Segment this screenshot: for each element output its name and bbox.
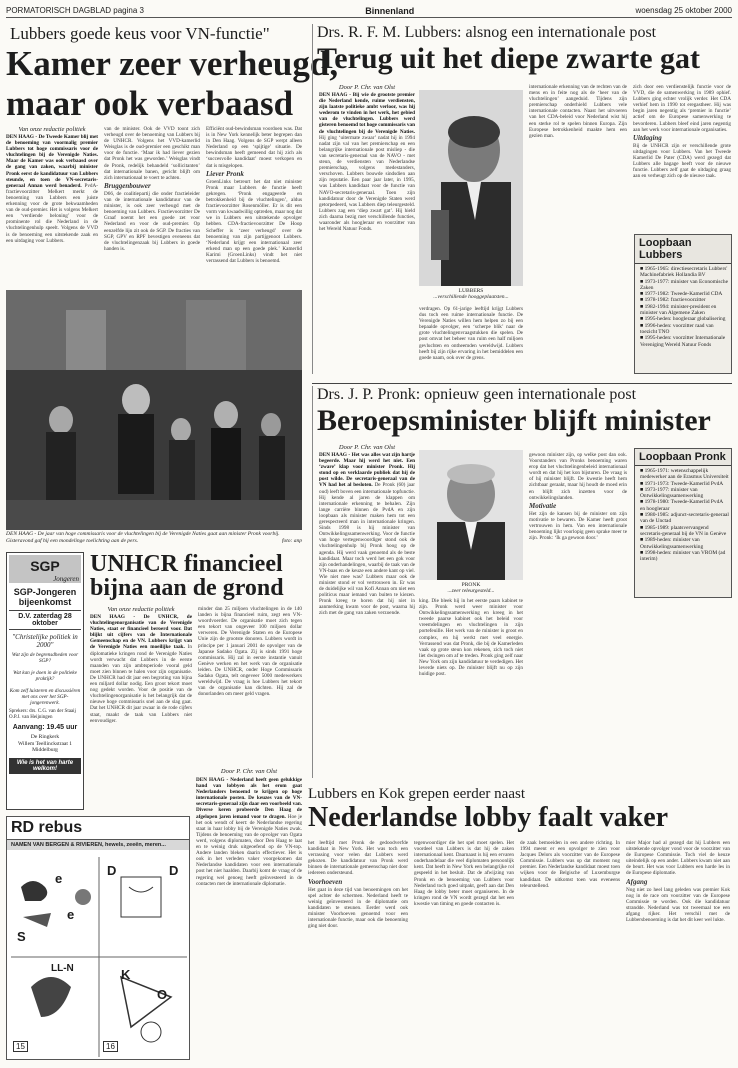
career-item-text: 1965-1971: wetenschappelijk medewerker aan de Erasmus Universiteit	[640, 468, 729, 481]
photo-credit: foto: anp	[281, 537, 302, 544]
career-box-lubbers	[634, 234, 732, 374]
rebus-letter: LL-N	[51, 963, 74, 974]
article-column	[6, 134, 98, 286]
bullet-icon: ■	[640, 335, 645, 342]
article-column	[520, 840, 620, 1062]
article-kicker: Drs. R. F. M. Lubbers: alsnog een internationale post	[317, 24, 657, 41]
article-body: internationale erkenning van de rechten van de mens en in feite nog als de ‘heer van de vluchtelingen’ aangeduid. Tijdens zijn premierschap onderhield Lubbers vele internationale contacten. Naast het uitvoeren van het CDA-beleid voor Nederland wist hij een sterke rol te spelen binnen Europa. Zijn Europese betrokkenheid maakte hem een gezien man.	[529, 84, 627, 139]
bullet-icon: ■	[640, 524, 645, 531]
bullet-icon: ■	[640, 316, 645, 323]
article-byline: Van onze redactie politiek	[18, 126, 86, 133]
career-item-text: 1996-heden: voorzitter raad van toezicht TNO	[640, 322, 714, 335]
career-item-text: 1985-1989: plaatsvervangend secretaris-generaal bij de VN in Genève	[640, 524, 727, 537]
photo-pronk-image	[419, 450, 523, 580]
article-body: Nog niet zo heel lang geleden was premier Kok nog in de race om voorzitter van de Europese Commissie te worden. Ook die kandidatuur strandde. Nederland was tot tweemaal toe een afgang rijker. Het verschil met de Lubbersbenoeming is dat het dit keer wel lukte.	[626, 886, 730, 924]
ad-slogan: Wie is het van harte welkom!	[9, 758, 81, 774]
article-lead: DEN HAAG - De Tweede Kamer blij met de benoeming van voormalig premier Lubbers tot hoge commissaris voor de vluchtelingen bij de Verenigde Naties. Maar de Kamer was ook verbaasd over de gang van zaken, waarbij minister Pronk eerst de kandidatuur van Lubbers steunde, en toen de VN-secretaris-generaal Annan werd benaderd.	[6, 134, 98, 189]
article-kicker: Lubbers en Kok grepen eerder naast	[308, 786, 525, 802]
article-body: minder dan 25 miljoen vluchtelingen in de 140 landen is bijna financieel ruim, zegt een VN-woordvoerder. De organisatie moet zich tegen een tekort van ongeveer 100 miljoen dollar verweren. De Verenigde Staten en de Europese Unie zijn de grootste donoren.	[198, 606, 302, 643]
article-body: tegenwoordiger die het spel moet spelen. Het voordeel van Lubbers is dat hij de zaken internationaal kent. Daarnaast is hij een ervaren onderhandelaar die veel diplomaten persoonlijk kent. Dat heeft in New York een belangrijke rol gespeeld in het besluit.	[414, 840, 514, 877]
ad-questions: Wat zijn de begrensdheden voor SGP? Wat kan je doen in de politieke praktijk? Kom zelf luisteren en discussiëren met ons over het SGP-jongerenwerk.	[9, 652, 81, 706]
photo-lubbers-image	[419, 90, 523, 286]
article-body: Voor de positie van de vluchtelingenorganisatie is het belangrijk dat de nieuwe hoge commissaris snel aan de slag gaat. Dat het UNHCR dit jaar zwaar in de rode cijfers staat, maakt de taak van Lubbers niet eenvoudiger.	[90, 687, 192, 724]
article-body: Een paar jaar later, in 1995, was Lubbers kandidaat voor de functie van NAVO-secretaris-generaal. Toen zijn kandidatuur door de Verenigde Staten werd getorpedeerd, was Lubbers diep teleurgesteld. Lubbers zag een ‘diep zwart gat’. Hij hield zich daarna bezig met verschillende functies, waaronder als hoogleraar en voorzitter van het Wereld Natuur Fonds.	[319, 177, 415, 233]
article-lead: DEN HAAG - Bij wie de grootste premier die Nederland kende, ruime verdiensten, zijn laatste politieke ambt verloor, was hij wederom te vinden in het werk, het gebied van de vluchtelingen. Lubbers werd gisteren benoemd tot hoge commissaris van de vluchtelingen bij de Verenigde Naties.	[319, 92, 415, 135]
article-body: Efficiënt oud-bewindsman voordoen was. Dat is in New York kennelijk beter begrepen dan in Den Haag. Volgens de SGP werpt alleen Nederland op een ‘spijtige’ situatie. De bewindsman heeft gemeend dat hij zich als ‘succesvolle kandidaat’ moest verkopen en dat is misgelopen.	[206, 126, 302, 169]
article-column	[206, 126, 302, 286]
career-item	[637, 335, 729, 348]
article-body: van de minister. Ook de VVD toont zich verheugd over de benoeming van Lubbers bij de UNHCR. Volgens het VVD-kamerlid Weisglas is de oud-premier een geschikt man voor de functie. ‘Maar ik had liever gezien dat Pronk het was geworden.’ Weisglas vindt de Pronk, redelijk behandeld ‘sollicitanten’ dat internationale banen, gericht blijft om zich internationaal te voert te achten.	[104, 126, 200, 181]
rebus-subtitle: NAMEN VAN BERGEN & RIVIEREN, hewels, zeeën, meren...	[7, 840, 189, 850]
article-column	[529, 84, 627, 364]
rebus-letter: D	[169, 863, 179, 878]
article-body: PvdA-fractievoorzitter Melkert merkt de benoeming van Lubbers een juiste erkenning voor de grote bekwaamheden van de oud-premier. Het is volgens Melkert een ‘verdiende beloning’ voor de prominente rol die Nederland in de vluchtelingenhulp speelt. Volgens de VVD is de benoeming een uitstekende zaak en een uitdaging voor Lubbers.	[6, 182, 98, 244]
article-subheading: Motivatie	[529, 501, 557, 510]
career-item-text: 1978-1982: fractievoorzitter	[644, 297, 706, 304]
rebus-drawing	[11, 857, 187, 1057]
rebus-letter: e	[67, 907, 75, 922]
article-byline: Van onze redactie politiek	[107, 606, 175, 613]
rebus-letter: D	[107, 863, 117, 878]
ad-date: D.V. zaterdag 28 oktober	[9, 610, 81, 630]
ad-logo-sub: Jongeren	[53, 575, 79, 583]
article-body: In diplomatieke kringen rond de Verenigde Naties wordt verwacht dat Lubbers in de eerste maanden van zijn ambtsperiode vooral geld moet zien binnen te halen voor zijn organisatie. De UNHCR had dit jaar een begroting van bijna een miljard dollar nodig. Een groot tekort moet nog gedekt worden.	[90, 644, 192, 694]
article-body: de zaak bemoeiden in een andere richting. In 1994 meent er een opvolger te zien voor Jacques Delors als voorzitter van de Europese Commissie. Lubbers was op dat moment nog premier. Een Nederlandse kandidaat moest toen wijken voor de Belgische of Luxemburgse kandidaat. De uitkomst toen was eveneens teleurstellend.	[520, 840, 620, 889]
career-item-text: 1995-heden: hoogleraar globalisering	[644, 316, 726, 323]
article-subheading: Uitdaging	[633, 133, 662, 142]
article-body: Dat de afwijzing van Pronk en de benoeming van Lubbers voor Nederland toch goed uitpakt, geeft aan dat Den Haag de lobby beter moet organiseren. In de kringen rond de VN wordt gezegd dat het een kwestie van timing en goede contacten is.	[414, 870, 514, 907]
career-item	[637, 304, 729, 317]
rebus-letter: S	[17, 929, 26, 944]
career-item	[637, 499, 729, 512]
career-item-text: 1977-1982: Tweede-Kamerlid CDA	[644, 291, 723, 298]
rebus-letter: O	[157, 987, 168, 1002]
article-body: Hij ging ‘uitermate zwaar’ nadat hij in 1994 nadat zijn val van het premierschap en een belangrijke internationale post misliep - die van secretaris-generaal van de NAVO - met steun, de verdiensten van Nederlandse premierschap, volgens medestanders, verschoven. Lubbers bouwde sindsdien aan zijn reputatie.	[319, 134, 415, 184]
bullet-icon: ■	[640, 549, 645, 556]
article-subheading: Afgang	[626, 877, 648, 886]
article-column	[319, 452, 415, 772]
photo-pronk-caption	[419, 582, 523, 594]
divider	[312, 383, 732, 384]
article-body: Het is ook in het verleden vaker voorgekomen dat Nederlandse kandidaten voor een internationale post het niet haalden. Daarbij komt de vraag of de regering wel genoeg heeft geïnvesteerd in de contacten met de internationale diplomatie.	[196, 850, 302, 887]
ad-title: SGP-Jongeren bijeenkomst	[13, 587, 77, 607]
article-column	[196, 777, 302, 1057]
career-box-list	[635, 466, 731, 562]
bullet-icon: ■	[640, 537, 645, 544]
rebus-letter: K	[121, 967, 131, 982]
article-column	[414, 840, 514, 1062]
career-item-text: 1965-1965: directiesecretaris Lubbers' Machinefabriek Hollandia BV	[640, 266, 728, 279]
photo-lubbers	[419, 90, 523, 286]
article-column	[626, 840, 730, 1062]
career-item-text: 1998-heden: minister van VROM (ad interim)	[640, 549, 726, 563]
rebus-tag: 16	[103, 1041, 118, 1052]
page-header	[6, 4, 732, 18]
article-body: Verrassend was dat Pronk, die bij de Kamerleden vaak op grote steun kon rekenen, zich toch niet liet dwingen om af te treden. Pronk ging zelf naar New York om zijn kandidatuur te verdedigen. Het leverde niets op. De minister blijft nu op zijn huidige post.	[419, 640, 523, 678]
caption-text: ...verschillende hooggeplaatsten...	[433, 294, 509, 300]
career-item	[637, 550, 729, 563]
article-body: Het zijn de kansen bij de minister om zijn motivatie te bewaren. De Kamer heeft groot vertrouwen in hem. Van een internationale benoeming lijkt voorlopig geen sprake meer te zijn. Pronk: ‘Ik ga gewoon door.’	[529, 510, 627, 542]
article-column	[308, 840, 408, 1062]
career-item-text: 1989-heden: minister van Ontwikkelingssamenwerking	[640, 537, 704, 550]
ad-logo	[9, 555, 81, 583]
article-column	[419, 306, 523, 366]
bullet-icon: ■	[640, 486, 645, 493]
career-box-list	[635, 264, 731, 348]
article-headline-2: maar ook verbaasd	[6, 84, 294, 123]
article-headline-2: bijna aan de grond	[90, 575, 284, 601]
article-kicker: Drs. J. P. Pronk: opnieuw geen internationale post	[317, 386, 637, 403]
career-box-pronk	[634, 448, 732, 598]
article-body: Voor de functie van hoge vertegenwoordiger stond ook de vluchtelingenhulp bij Pronk hoog op de agenda. Hij werd vaak genoemd als de beste kandidaat. Maar toch werd het een gok voor zijn onderhandelingen, waarbij de taak van de VN-baas en de keuze een andere kant op viel.	[319, 531, 415, 574]
career-item	[637, 266, 729, 279]
rebus-grid	[11, 857, 187, 1057]
photo-pronk	[419, 450, 523, 580]
article-headline-1: UNHCR financieel	[90, 551, 283, 577]
career-item-text: 1980-1985: adjunct-secretaris-generaal van de Unctad	[640, 512, 729, 525]
article-body: GroenLinks betreurt het dat niet minister Pronk maar Lubbers de functie heeft gekregen. ‘Pronk engageerde en betrokkenheid bij de vluchtelingen’, aldus fractievoorzitter Rosenmöller. Er is dit een vorm van kwaadwillig optreden, maar nog dat we in Lubbers een uitstekende opvolger hebben.	[206, 178, 302, 228]
career-item-text: 1982-1994: minister-president en minister van Algemene Zaken	[640, 303, 717, 317]
article-subheading: Voorhoeven	[308, 877, 343, 886]
article-column	[104, 126, 200, 286]
article-body: Het gaat in deze tijd van benoemingen om het spel achter de schermen. Nederland heeft te weinig geïnvesteerd in de diplomatie om kandidaten te steunen. Eerder werd ook minister Voorhoeven genoemd voor een internationale functie, maar ook die benoeming ging niet door.	[308, 886, 408, 930]
header-date: woensdag 25 oktober 2000	[635, 6, 732, 15]
header-left: PORMATORISCH DAGBLAD pagina 3	[6, 6, 144, 15]
ad-time: Aanvang: 19.45 uur	[12, 724, 78, 731]
article-subheading: Bruggenbouwer	[104, 181, 151, 190]
career-item	[637, 279, 729, 292]
career-item	[637, 525, 729, 538]
article-byline: Door P. Chr. van Olst	[338, 84, 396, 91]
career-item-text: 1978-1980: Tweede-Kamerlid PvdA en hoogleraar	[640, 499, 723, 512]
photo-lubbers-caption	[419, 288, 523, 300]
ad-location: De Ringkerk Willem Teellinckstraat 1 Middelburg	[18, 734, 72, 753]
article-body: verdragen. Op 61-jarige leeftijd krijgt Lubbers dus toch een ruime internationale functie. De Verenigde Naties willen hem helpen zo bij een bepaalde opvolger, een ‘scherpe blik’ naar de grote vluchtelingenvraagstukken die spelen. De post omvat het beheer van ruim een half miljoen gevluchten en ontheemden wereldwijd. Lubbers heeft bij zijn rijke ervaring in het bemiddelen een goede naam, ook over de grens.	[419, 306, 523, 361]
career-item	[637, 512, 729, 525]
article-body: D66, de coalitiepartij die onder fractieleider van de internationale kandidatuur van de minister, is ook zeer verheugd met de benoeming van Lubbers. Fractievoorzitter De Graaf noemt het een goede zet voor Nederland en voor de oud-premier. Op eenzelfde lijn zit ook de SGP. De fracties van SGP, GPV en RPF bevestigen eveneens dat de vluchtelingenzaak bij Lubbers in goede handen is.	[104, 190, 200, 252]
photo-ministers-caption	[6, 531, 302, 544]
article-headline: Beroepsminister blijft minister	[317, 404, 711, 437]
caption-text: DEN HAAG - De jaar van hoge commissaris voor de vluchtelingen bij de Verenigde Naties gaat aan minister Pronk voorbij. Gisteravond gaf hij een mondelinge toelichting aan de pers.	[6, 531, 280, 544]
article-body: Lubbers wordt in principe per 1 januari 2001 de opvolger van de Japanse Sadako Ogata. Zij is sinds 1991 hoge commissaris. Hij zal in eerste instantie vanuit Genève werken en het werk van de organisatie leiden.	[198, 636, 302, 673]
rebus-letter: e	[55, 871, 63, 886]
bullet-icon: ■	[640, 278, 645, 285]
ad-logo-text: SGP	[30, 558, 60, 574]
article-lead: DEN HAAG - Het was alles wat zijn hartje begeerde. Maar hij werd het niet. Een ‘zware’ klap voor minister Pronk. Hij stond op en verklaarde publiek dat hij de post wilde. De secretaris-generaal van de VN had het al besloten.	[319, 452, 415, 489]
article-body: het leeftijd met Pronk de gedoodverfde kandidaat in New York. Het was toch een verrassing voor velen dat Lubbers werd gekozen. De kandidatuur van Pronk werd binnen de internationale gemeenschap niet door iedereen ondersteund.	[308, 840, 408, 877]
article-byline: Door P. Chr. van Olst	[220, 768, 278, 775]
career-item-text: 1971-1973: Tweede-Kamerlid PvdA	[644, 480, 724, 487]
article-body: Wie niet mee was? Lubbers maar ook de minister stond er vol vertrouwen in. Er was de duidelijke wil van Kofi Annan om niet een politicus maar iemand van buiten te kiezen. Pronk kreeg te horen dat hij niet in aanmerking kwam voor de post, waarna hij zich met de gang van zaken verzoende.	[319, 573, 415, 617]
photo-ministers	[6, 290, 302, 530]
career-box-title: Loopbaan Pronk	[635, 449, 731, 466]
article-column	[419, 598, 523, 772]
article-body: gewoon minister zijn, op welke post dan ook. Voorstanders van Pronks benoeming waren erop dat het vluchtelingenbeleid internationaal wordt en dat hij het kon bijsturen. De vraag is of hij minister blijft. De kwestie heeft hem zichtbaar geraakt, maar hij houdt de moed erin en blijft zich inzetten voor de ontwikkelingslanden.	[529, 452, 627, 501]
article-headline-1: Kamer zeer verheugd,	[6, 44, 339, 83]
rebus-puzzle	[6, 816, 190, 1060]
career-item	[637, 468, 729, 481]
bullet-icon: ■	[640, 468, 645, 474]
bullet-icon: ■	[640, 303, 645, 310]
article-column	[319, 92, 415, 362]
article-body: zich door een verdienstelijk functie voor de VVD, die de samenwerking in 1989 ophief. Lubbers ging echter vrolijk verder. Het CDA verhief hem in 1990 tot eregastheer. Hij was begin jaren negentig als ‘premier in functie’ actief om de Europese samenwerking te bevorderen. Lubbers bleef eind jaren negentig aan het werk voor internationale organisaties.	[633, 84, 731, 133]
article-lobby	[308, 786, 732, 1062]
ad-quote: "Christelijke politiek in 2000"	[12, 633, 78, 649]
article-body: CDA-fractievoorzitter De Hoop Scheffer is ‘zeer verheugd’ over de benoeming van zijn partijgenoot Lubbers. ‘Nederland krijgt een internationaal zeer erkend man op een goede plek.’ Kamerlid Karimi (GroenLinks) vindt het niet verrassend dat Lubbers is benoemd.	[206, 221, 302, 264]
article-headline: Nederlandse lobby faalt vaker	[308, 802, 669, 833]
career-item-text: 1973-1977: minister van Ontwikkelingssamenwerking	[640, 486, 704, 500]
rebus-title: RD rebus	[7, 817, 189, 840]
bullet-icon: ■	[640, 266, 645, 272]
career-item	[637, 537, 729, 550]
bullet-icon: ■	[640, 291, 645, 298]
article-column	[198, 606, 302, 764]
article-body: De Pronk (60) jaar oud) leeft boven een internationale topfunctie. Hij kende al jaren de klappen om internationale erkenning te behalen. Zijn lange carrière binnen de PvdA en zijn loopbaan als minister maken hem tot een gerespecteerd man in internationale kringen. Sinds 1998 is hij minister van Ontwikkelingssamenwerking.	[319, 482, 415, 538]
article-lead: DEN HAAG - De UNHCR, de vluchtelingenorganisatie van de Verenigde Naties, staat er financieel beroerd voor. Dat blijkt uit cijfers van de Internationale Gemeenschap en de VN. Lubbers krijgt van de Verenigde Naties een moeilijke taak.	[90, 614, 192, 651]
article-body: mier Major had al gezegd dat hij Lubbers een uitstekende opvolger vond voor de voorzitter van de Europese Commissie. Toch viel de keuze uiteindelijk op een ander. Lubbers kwam niet aan de beurt. Het was voor Lubbers een harde les in de Europese diplomatie.	[626, 840, 730, 877]
ad-sgp-jongeren	[6, 552, 84, 810]
bullet-icon: ■	[640, 480, 645, 487]
article-lobby-lead	[196, 768, 302, 1058]
bullet-icon: ■	[640, 512, 645, 519]
article-byline: Door P. Chr. van Olst	[338, 444, 396, 451]
article-lead: DEN HAAG - Nederland heeft geen gelukkige hand van lobbyen als het erom gaat Nederlanders benoemd te krijgen op hoge internationale posten. De keuzes van de VN-secretaris-generaal zijn daar een voorbeeld van. Diverse keren probeerde Den Haag de afgelopen jaren iemand voor te dragen.	[196, 777, 302, 820]
article-body: Bij de UNHCR zijn er verschillende grote uitdagingen voor Lubbers. Van het Tweede Kamerlid De Pater (CDA) werd gezegd dat Lubbers alle bagage heeft voor de nieuwe functie. Lubbers zelf gaat de uitdaging graag aan en verheugt zich op de nieuwe taak.	[633, 142, 731, 180]
photo-ministers-image	[6, 290, 302, 530]
article-body: Hoe je het ook wendt of keert: de Nederlandse regering staat in haar lobby bij de Verenigde Naties zwak. Tijdens de benoeming van de opvolger van Ogata werd, volgens diplomaten, door Den Haag te laat en te weinig druk uitgeoefend op de VN-top. Andere landen bleken daarin effectiever.	[196, 813, 302, 857]
bullet-icon: ■	[640, 499, 645, 506]
article-body: king. Die bleek hij in het eerste paars kabinet te zijn. Pronk werd weer minister voor Ontwikkelingssamenwerking en kreeg in het tweede paarse kabinet ook het beleid voor vreemdelingen en vluchtelingen in zijn portefeuille. Het werk van de minister is groot en complex, en hij werkt met veel energie.	[419, 598, 523, 641]
caption-text: ...zeer teleurgesteld...	[447, 588, 495, 594]
caption-name: LUBBERS	[458, 288, 484, 294]
caption-name: PRONK	[461, 582, 481, 588]
bullet-icon: ■	[640, 322, 645, 329]
career-box-title: Loopbaan Lubbers	[635, 235, 731, 264]
article-kicker: Lubbers goede keus voor VN-functie"	[10, 24, 270, 43]
career-item-text: 1973-1977: minister van Economische Zaken	[640, 278, 728, 291]
article-column	[90, 614, 192, 764]
bullet-icon: ■	[640, 297, 645, 304]
article-column	[529, 452, 627, 772]
career-item-text: 1995-heden: voorzitter Internationale Vereniging Wereld Natuur Fonds	[640, 335, 726, 348]
ad-speakers: Sprekers: drs. C.G. van der Staaij O.P.J. van Heijningen	[9, 709, 76, 720]
header-section: Binnenland	[365, 5, 415, 16]
career-item	[637, 323, 729, 336]
article-subheading: Liever Pronk	[206, 169, 244, 178]
article-column	[633, 84, 731, 229]
article-body: De UNHCR, onder Hoge Commissaris Sadako Ogata, telt ongeveer 5000 medewerkers wereldwijd. De vraag is hoe Lubbers het tekort van de organisatie kan dichten. Hij zal de donorlanden om meer geld vragen.	[198, 666, 302, 698]
article-unhcr	[90, 552, 302, 766]
rebus-tag: 15	[13, 1041, 28, 1052]
career-item	[637, 487, 729, 500]
article-headline: Terug uit het diepe zwarte gat	[317, 42, 700, 75]
